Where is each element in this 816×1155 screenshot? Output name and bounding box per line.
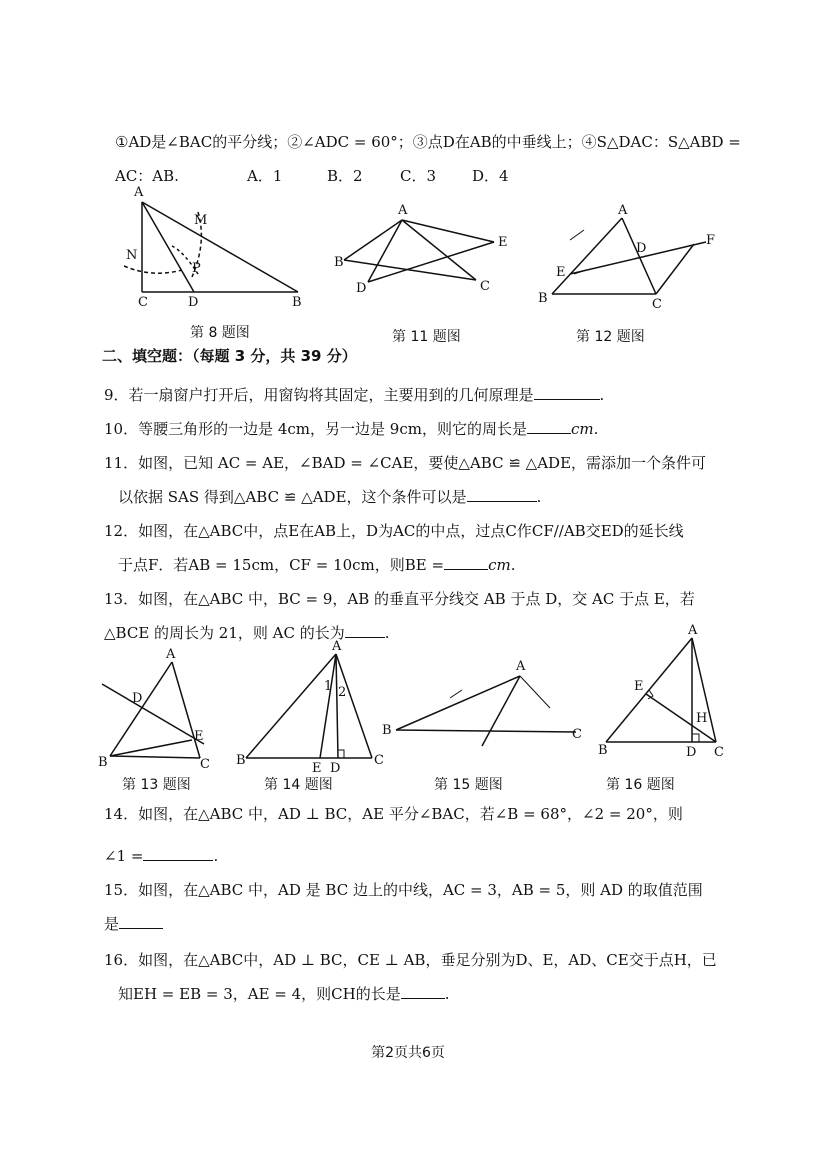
fig8-label-n: N (126, 248, 138, 263)
figure-16 (596, 622, 736, 776)
fig11-label-a: A (398, 203, 408, 218)
fig15-label-c: C (572, 727, 582, 742)
q16-line-1: 16．如图，在△ABC中，AD ⊥ BC，CE ⊥ AB，垂足分别为D、E，AD、CE交于点H，已 (104, 951, 717, 969)
figure-14 (234, 640, 394, 774)
q13-period: . (384, 624, 390, 642)
fig16-label-e: E (634, 679, 644, 694)
fig8-caption: 第 8 题图 (190, 325, 250, 341)
fig12-label-a: A (618, 203, 628, 218)
fig14-label-b: B (236, 753, 246, 768)
fig12-label-c: C (652, 297, 662, 312)
fig14-label-d: D (330, 761, 341, 776)
fig14-caption: 第 14 题图 (264, 777, 333, 793)
q16-answer-blank[interactable] (401, 984, 445, 999)
fig8-label-p: P (192, 261, 201, 276)
q9-stem: 9．若一扇窗户打开后，用窗钩将其固定，主要用到的几何原理是 (104, 386, 534, 404)
fig11-label-b: B (334, 255, 344, 270)
q13-line-1: 13．如图，在△ABC 中，BC = 9，AB 的垂直平分线交 AB 于点 D，交 AC 于点 E，若 (104, 590, 695, 608)
q15-line-1: 15．如图，在△ABC 中，AD 是 BC 边上的中线，AC = 3，AB = 5，则 AD 的取值范围 (104, 881, 703, 899)
q11-answer-blank[interactable] (467, 487, 537, 502)
q12-stem: 于点F．若AB = 15cm，CF = 10cm，则BE = (118, 556, 445, 574)
section-2-heading: 二、填空题：（每题 3 分，共 39 分） (102, 347, 357, 365)
q11-period: . (536, 488, 542, 506)
fig11-label-e: E (498, 235, 508, 250)
fig15-label-a: A (516, 659, 526, 674)
q16-stem: 知EH = EB = 3，AE = 4，则CH的长是 (118, 985, 401, 1003)
q11-line-2 (118, 487, 541, 507)
fig15-label-b: B (382, 723, 392, 738)
q10-stem: 10．等腰三角形的一边是 4cm，另一边是 9cm，则它的周长是 (104, 420, 527, 438)
q8-statements-end: AC：AB. (115, 167, 179, 185)
q12-line-1: 12．如图，在△ABC中，点E在AB上，D为AC的中点，过点C作CF//AB交ED的延长线 (104, 522, 684, 540)
q8-option-d: D．4 (472, 167, 509, 185)
q8-option-b: B．2 (327, 167, 363, 185)
q9-answer-blank[interactable] (534, 385, 600, 400)
fig16-label-d: D (686, 745, 697, 760)
q15-stem: 是 (104, 915, 120, 933)
fig8-label-c: C (138, 295, 148, 310)
q14-line-1: 14．如图，在△ABC 中，AD ⊥ BC，AE 平分∠BAC，若∠B = 68°，∠2 = 20°，则 (104, 805, 683, 823)
fig12-label-f: F (706, 233, 716, 248)
fig13-label-a: A (166, 647, 176, 662)
fig16-label-c: C (714, 745, 724, 760)
q8-option-c: C．3 (400, 167, 437, 185)
fig16-label-a: A (688, 623, 698, 638)
figure-12 (534, 202, 724, 316)
q10-unit: cm. (570, 420, 599, 438)
q13-stem: △BCE 的周长为 21，则 AC 的长为 (104, 624, 345, 642)
q9-period: . (599, 386, 605, 404)
q12-answer-blank[interactable] (444, 555, 488, 570)
q15-line-2 (104, 914, 163, 934)
q15-answer-blank[interactable] (119, 914, 163, 929)
q14-line-2 (104, 846, 218, 866)
fig16-caption: 第 16 题图 (606, 777, 675, 793)
q12-unit: cm. (488, 556, 516, 574)
q14-period: . (213, 847, 219, 865)
figure-15 (380, 656, 590, 760)
fig15-caption: 第 15 题图 (434, 777, 503, 793)
q14-stem: ∠1 = (104, 847, 144, 865)
figure-13 (96, 646, 236, 774)
fig14-label-e: E (312, 761, 322, 776)
fig8-label-a: A (134, 185, 144, 200)
fig16-label-b: B (598, 743, 608, 758)
fig11-label-c: C (480, 279, 490, 294)
fig12-label-d: D (636, 241, 647, 256)
fig13-label-e: E (194, 729, 204, 744)
q8-option-a: A．1 (247, 167, 283, 185)
q12-line-2 (118, 555, 516, 575)
q10-answer-blank[interactable] (527, 419, 571, 434)
page-footer: 第2页共6页 (371, 1045, 445, 1061)
fig14-label-2: 2 (338, 685, 347, 700)
q10-text (104, 419, 598, 439)
q8-statements: ①AD是∠BAC的平分线；②∠ADC = 60°；③点D在AB的中垂线上；④S△DAC：S△ABD = (115, 133, 741, 151)
fig8-label-d: D (188, 295, 199, 310)
fig14-label-a: A (332, 639, 342, 654)
fig12-label-e: E (556, 265, 566, 280)
fig16-label-h: H (696, 711, 708, 726)
q14-answer-blank[interactable] (143, 846, 213, 861)
fig12-caption: 第 12 题图 (576, 329, 645, 345)
fig12-label-b: B (538, 291, 548, 306)
q16-line-2 (118, 984, 450, 1004)
q11-stem: 以依据 SAS 得到△ABC ≌ △ADE，这个条件可以是 (118, 488, 467, 506)
fig8-label-b: B (292, 295, 302, 310)
q9-text (104, 385, 604, 405)
figure-8 (112, 182, 322, 316)
fig11-caption: 第 11 题图 (392, 329, 461, 345)
fig14-label-c: C (374, 753, 384, 768)
fig8-label-m: M (194, 213, 208, 228)
figure-11 (330, 200, 510, 304)
q11-line-1: 11．如图，已知 AC = AE，∠BAD = ∠CAE，要使△ABC ≌ △ADE，需添加一个条件可 (104, 454, 707, 472)
fig13-caption: 第 13 题图 (122, 777, 191, 793)
fig14-label-1: 1 (324, 679, 333, 694)
q13-answer-blank[interactable] (345, 623, 385, 638)
q16-period: . (444, 985, 450, 1003)
fig13-label-c: C (200, 757, 210, 772)
fig11-label-d: D (356, 281, 367, 296)
fig13-label-d: D (132, 691, 143, 706)
fig13-label-b: B (98, 755, 108, 770)
